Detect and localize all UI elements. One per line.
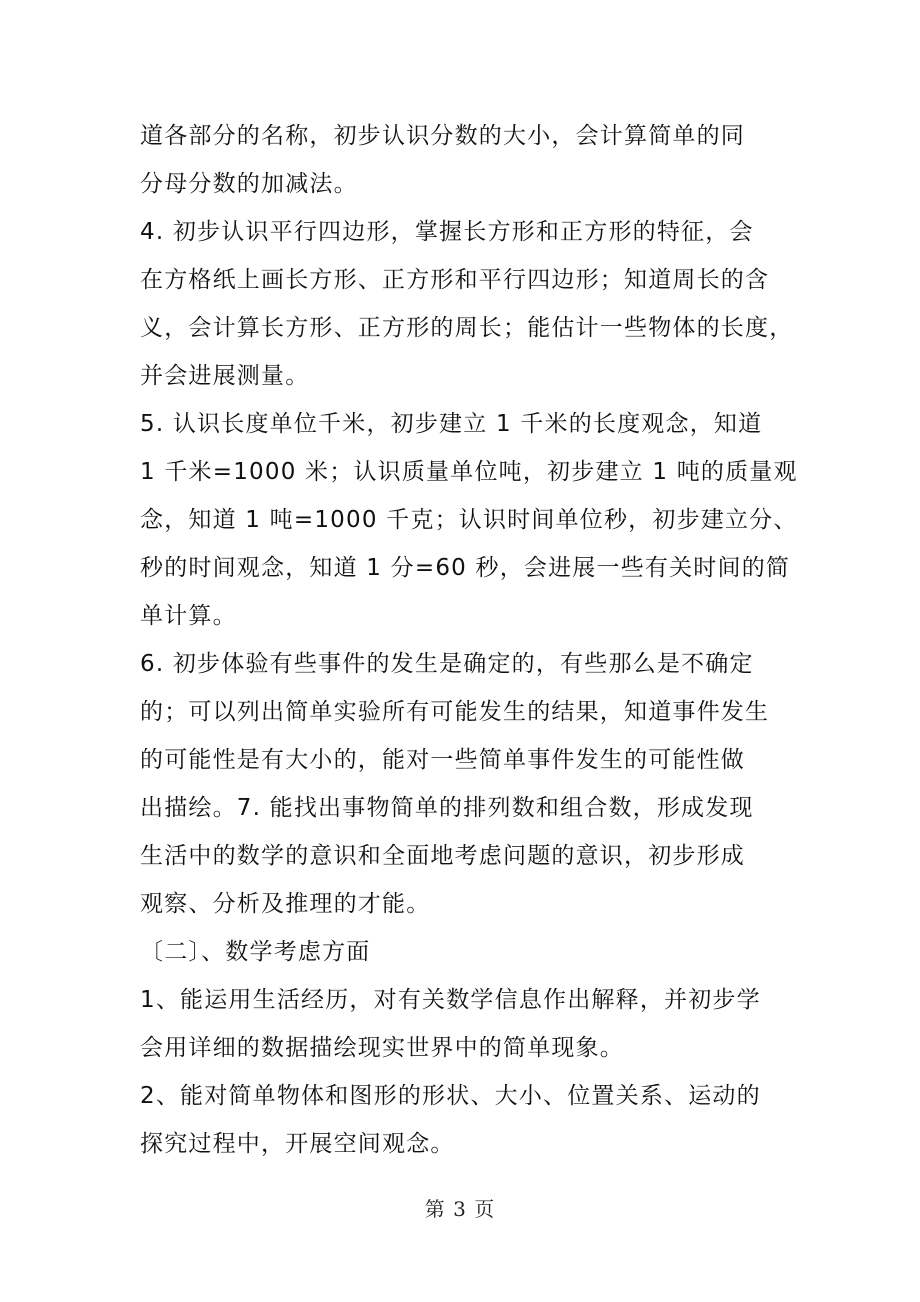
text-line: 5. 认识长度单位千米，初步建立 1 千米的长度观念，知道 (140, 411, 763, 437)
text-line: 6. 初步体验有些事件的发生是确定的，有些那么是不确定 (140, 651, 754, 677)
page-number: 第 3 页 (424, 1197, 496, 1221)
section-heading: 〔二〕、数学考虑方面 (140, 939, 371, 965)
text-line: 单计算。 (140, 603, 237, 629)
text-line: 的可能性是有大小的，能对一些简单事件发生的可能性做 (140, 747, 745, 773)
text-line: 1、能运用生活经历，对有关数学信息作出解释，并初步学 (140, 987, 761, 1013)
text-line: 秒的时间观念，知道 1 分=60 秒，会进展一些有关时间的简 (140, 555, 791, 581)
text-line: 并会进展测量。 (140, 363, 310, 389)
text-line: 观察、分析及推理的才能。 (140, 891, 431, 917)
text-line: 道各部分的名称，初步认识分数的大小，会计算简单的同 (140, 123, 745, 149)
text-line: 会用详细的数据描绘现实世界中的简单现象。 (140, 1035, 624, 1061)
text-line: 出描绘。7. 能找出事物简单的排列数和组合数，形成发现 (140, 795, 754, 821)
text-line: 念，知道 1 吨=1000 千克；认识时间单位秒，初步建立分、 (140, 507, 798, 533)
text-line: 生活中的数学的意识和全面地考虑问题的意识，初步形成 (140, 843, 745, 869)
text-line: 义，会计算长方形、正方形的周长；能估计一些物体的长度， (140, 315, 794, 341)
text-line: 的；可以列出简单实验所有可能发生的结果，知道事件发生 (140, 699, 770, 725)
text-line: 分母分数的加减法。 (140, 171, 358, 197)
text-line: 探究过程中，开展空间观念。 (140, 1131, 455, 1157)
text-line: 1 千米=1000 米；认识质量单位吨，初步建立 1 吨的质量观 (140, 459, 798, 485)
text-line: 4. 初步认识平行四边形，掌握长方形和正方形的特征，会 (140, 219, 754, 245)
text-line: 在方格纸上画长方形、正方形和平行四边形；知道周长的含 (140, 267, 770, 293)
text-line: 2、能对简单物体和图形的形状、大小、位置关系、运动的 (140, 1083, 761, 1109)
